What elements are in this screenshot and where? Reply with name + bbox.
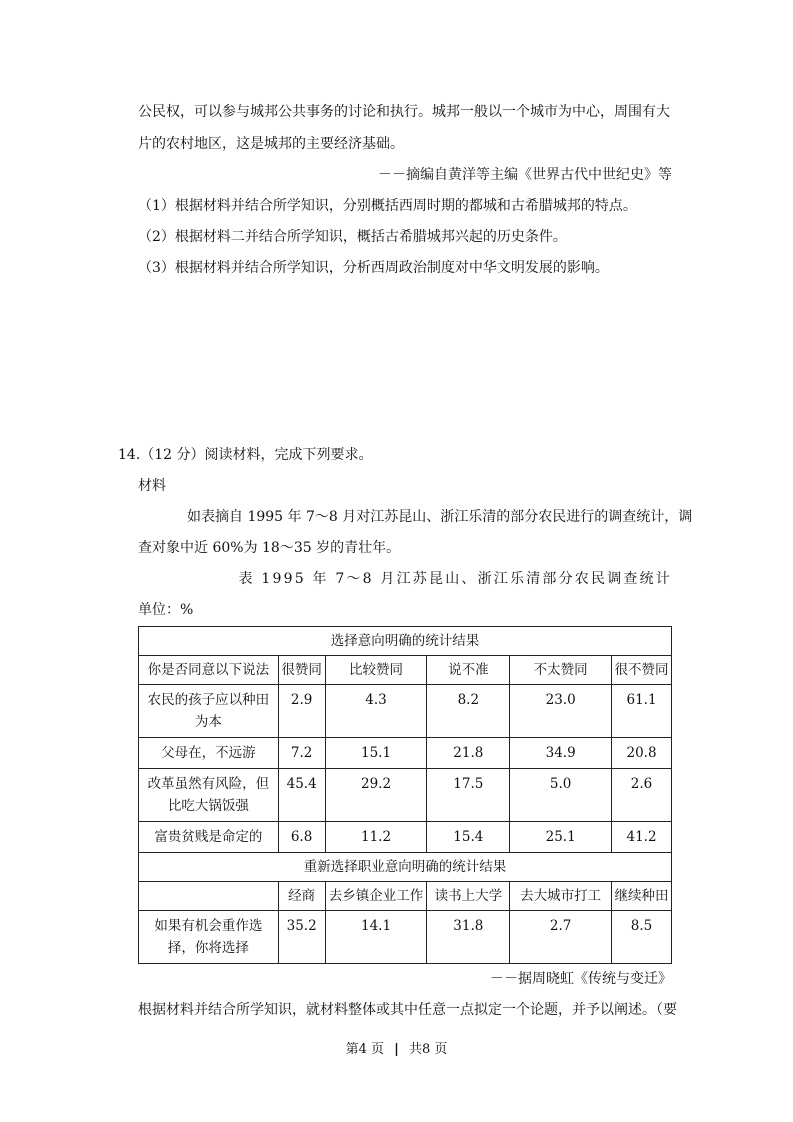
column-header: 经商	[278, 882, 325, 911]
table-cell: 41.2	[612, 822, 672, 853]
paragraph-line: 公民权，可以参与城邦公共事务的讨论和执行。城邦一般以一个城市为中心，周围有大	[138, 104, 670, 120]
question-1: （1）根据材料并结合所学知识，分别概括西周时期的都城和古希腊城邦的特点。	[138, 198, 637, 214]
table-row	[139, 911, 672, 964]
footer-separator: |	[394, 1042, 399, 1057]
table-cell: 2.7	[510, 911, 612, 964]
table-cell: 5.0	[510, 769, 612, 822]
table-cell: 11.2	[325, 822, 427, 853]
table-cell: 23.0	[510, 685, 612, 738]
table-cell: 34.9	[510, 738, 612, 769]
table-cell: 2.9	[278, 685, 325, 738]
intro-line: 查对象中近 60%为 18～35 岁的青壮年。	[138, 540, 401, 556]
table-cell: 21.8	[427, 738, 510, 769]
column-header: 去大城市打工	[510, 882, 612, 911]
table-cell: 农民的孩子应以种田为本	[139, 685, 279, 738]
table-cell: 25.1	[510, 822, 612, 853]
table-cell: 45.4	[278, 769, 325, 822]
table-row	[139, 738, 672, 769]
task-text: 根据材料并结合所学知识，就材料整体或其中任意一点拟定一个论题，并予以阐述。（要	[138, 1002, 677, 1018]
table-cell: 4.3	[325, 685, 427, 738]
section-title: 重新选择职业意向明确的统计结果	[139, 853, 672, 882]
table-row	[139, 822, 672, 853]
survey-table	[138, 626, 672, 964]
table-cell: 如果有机会重作选择，你将选择	[139, 911, 279, 964]
table-cell: 2.6	[612, 769, 672, 822]
column-header: 很赞同	[278, 656, 325, 685]
table-cell: 20.8	[612, 738, 672, 769]
table-cell: 14.1	[325, 911, 427, 964]
column-header: 去乡镇企业工作	[325, 882, 427, 911]
table-cell: 富贵贫贱是命定的	[139, 822, 279, 853]
page-footer	[0, 1038, 793, 1057]
column-header: 很不赞同	[612, 656, 672, 685]
unit-label: 单位：%	[138, 602, 194, 618]
question-2: （2）根据材料二并结合所学知识，概括古希腊城邦兴起的历史条件。	[138, 229, 567, 245]
intro-line: 如表摘自 1995 年 7～8 月对江苏昆山、浙江乐清的部分农民进行的调查统计，调	[187, 509, 693, 525]
header-row	[139, 656, 672, 685]
column-header: 继续种田	[612, 882, 672, 911]
table-cell: 改革虽然有风险，但比吃大锅饭强	[139, 769, 279, 822]
source-citation: －－据周晓虹《传统与变迁》	[490, 971, 672, 987]
table-cell: 61.1	[612, 685, 672, 738]
table-cell: 8.2	[427, 685, 510, 738]
question-14-heading: 14.（12 分）阅读材料，完成下列要求。	[118, 447, 373, 463]
section-title: 选择意向明确的统计结果	[139, 627, 672, 656]
table-cell: 15.4	[427, 822, 510, 853]
header-row	[139, 882, 672, 911]
material-label: 材料	[138, 478, 166, 494]
paragraph-line: 片的农村地区，这是城邦的主要经济基础。	[138, 136, 404, 152]
table-cell: 17.5	[427, 769, 510, 822]
table-cell: 8.5	[612, 911, 672, 964]
table-row	[139, 685, 672, 738]
column-header: 读书上大学	[427, 882, 510, 911]
page-total: 共8 页	[409, 1042, 448, 1057]
table-cell: 父母在，不远游	[139, 738, 279, 769]
question-3: （3）根据材料并结合所学知识，分析西周政治制度对中华文明发展的影响。	[138, 260, 609, 276]
table-cell: 35.2	[278, 911, 325, 964]
table-cell: 15.1	[325, 738, 427, 769]
table-caption: 表 1995 年 7～8 月江苏昆山、浙江乐清部分农民调查统计	[238, 571, 672, 587]
table-row	[139, 769, 672, 822]
table-cell: 29.2	[325, 769, 427, 822]
column-header: 比较赞同	[325, 656, 427, 685]
table-cell: 7.2	[278, 738, 325, 769]
column-header: 说不准	[427, 656, 510, 685]
table-cell: 31.8	[427, 911, 510, 964]
column-header: 你是否同意以下说法	[139, 656, 279, 685]
column-header	[139, 882, 279, 911]
source-citation: －－摘编自黄洋等主编《世界古代中世纪史》等	[378, 167, 672, 183]
page-number: 第4 页	[345, 1042, 384, 1057]
table-cell: 6.8	[278, 822, 325, 853]
column-header: 不太赞同	[510, 656, 612, 685]
